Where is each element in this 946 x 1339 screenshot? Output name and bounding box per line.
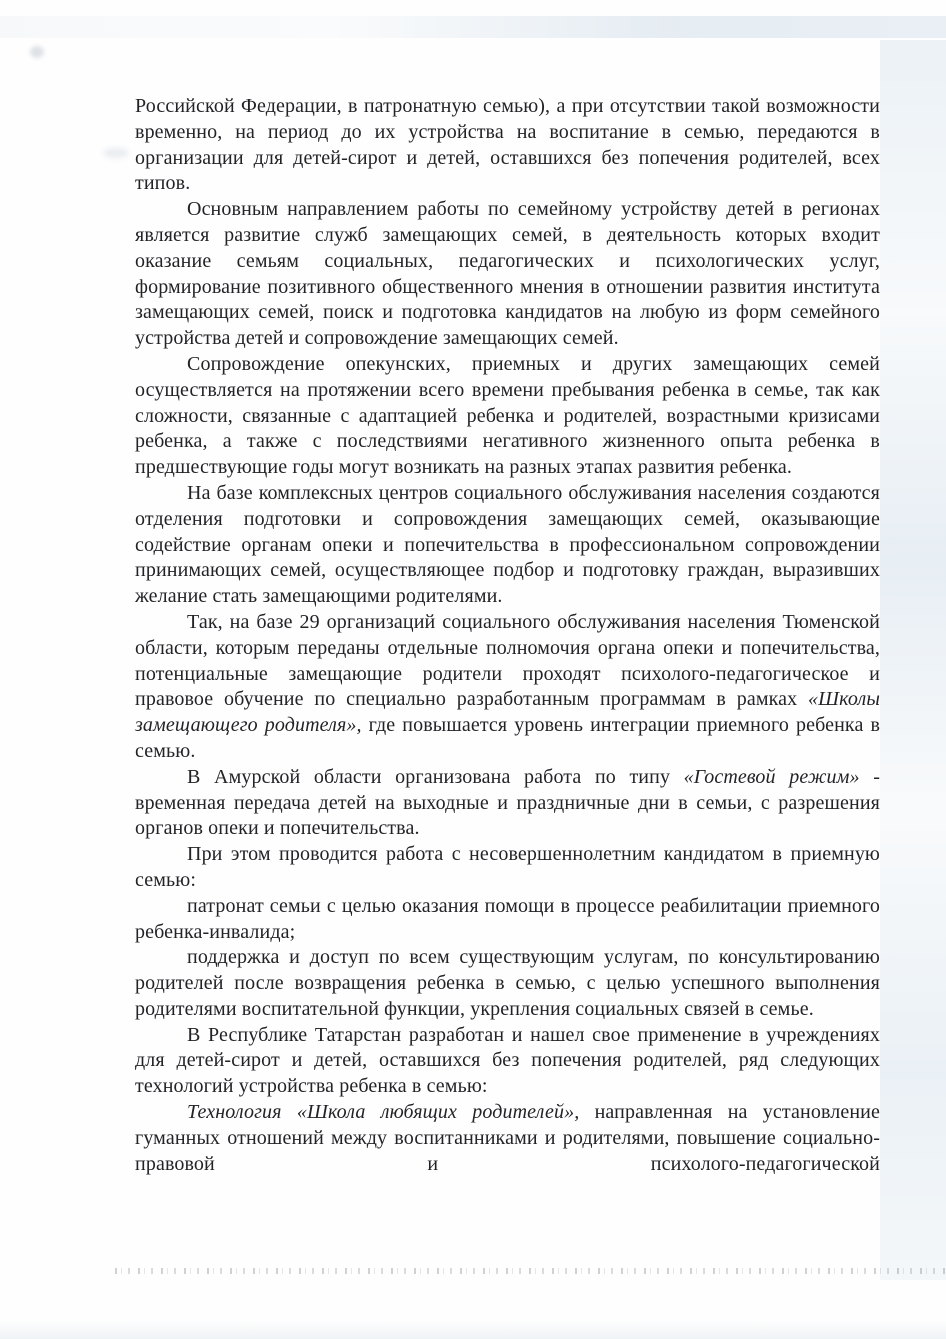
scan-artifact-smudge xyxy=(103,148,129,158)
paragraph xyxy=(135,197,880,352)
paragraph xyxy=(135,481,880,610)
paragraph xyxy=(135,610,880,765)
text-run: патронат семьи с целью оказания помощи в процессе реабилитации приемного ребенка-инвалида; xyxy=(135,894,880,943)
text-run: Так, на базе 29 организаций социального обслуживания населения Тюменской области, которым переданы отдельные полномочия органа опеки и попечительства, потенциальные замещающие родители проходят психолого-педагогическое и правовое обучение по специально разработанным программам в рамках xyxy=(135,610,880,711)
italic-text-run: Технология «Школа любящих родителей», xyxy=(187,1101,580,1124)
scan-artifact-bottom-shade xyxy=(0,1320,946,1339)
text-run: Российской Федерации, в патронатную семью), а при отсутствии такой возможности временно, на период до их устройства на воспитание в семью, передаются в организации для детей-сирот и детей, оставшихся без попечения родителей, всех типов. xyxy=(135,95,880,195)
text-run: где повышается уровень интеграции приемного ребенка в семью. xyxy=(135,714,881,762)
paragraph xyxy=(135,842,880,894)
paragraph xyxy=(135,894,880,946)
scan-artifact-speckle-line xyxy=(115,1268,946,1274)
text-run: Сопровождение опекунских, приемных и других замещающих семей осуществляется на протяжении всего времени пребывания ребенка в семье, так как сложности, связанные с адаптацией ребенка и родителей, возрастными кризисами ребенка, а также с последствиями негативного жизненного опыта ребенка в предшествующие годы могут возникать на разных этапах развития ребенка. xyxy=(135,352,880,479)
text-run: На базе комплексных центров социального обслуживания населения создаются отделения подготовки и сопровождения замещающих семей, оказывающие содействие органам опеки и попечительства в профессиональном сопровождении принимающих семей, осуществляющее подбор и подготовку граждан, выразивших желание стать замещающими родителями. xyxy=(135,481,880,608)
text-run: - временная передача детей на выходные и праздничные дни в семьи, с разрешения органов опеки и попечительства. xyxy=(135,765,881,840)
paragraph xyxy=(135,352,880,481)
text-run: направленная на установление гуманных отношений между воспитанниками и родителями, повышение социально-правовой и психолого-педагогической xyxy=(135,1101,880,1175)
text-run: В Республике Татарстан разработан и нашел свое применение в учреждениях для детей-сирот и детей, оставшихся без попечения родителей, ряд следующих технологий устройства ребенка в семью: xyxy=(135,1023,880,1098)
scan-artifact-top-band xyxy=(0,16,946,38)
document-text xyxy=(135,94,880,1177)
text-run: Основным направлением работы по семейному устройству детей в регионах является развитие служб замещающих семей, в деятельность которых входит оказание семьям социальных, педагогических и психологических услуг, формирование позитивного общественного мнения в отношении развития института замещающих семей, поиск и подготовка кандидатов на любую из форм семейного устройства детей и сопровождение замещающих семей. xyxy=(135,198,880,350)
paragraph xyxy=(135,1023,880,1100)
paragraph xyxy=(135,94,880,197)
paragraph xyxy=(135,945,880,1022)
text-run: В Амурской области организована работа по типу xyxy=(187,765,684,788)
italic-text-run: «Гостевой режим» xyxy=(683,765,860,788)
scan-artifact-smudge xyxy=(30,46,44,58)
paragraph xyxy=(135,765,880,842)
text-run: При этом проводится работа с несовершеннолетним кандидатом в приемную семью: xyxy=(135,843,880,891)
scan-artifact-right-band xyxy=(880,40,946,1280)
paragraph xyxy=(135,1100,880,1177)
italic-text-run: «Школы замещающего родителя», xyxy=(135,688,880,737)
text-run: поддержка и доступ по всем существующим услугам, по консультированию родителей после возвращения ребенка в семью, с целью успешного выполнения родителями воспитательной функции, укрепления социальных связей в семье. xyxy=(135,946,880,1020)
